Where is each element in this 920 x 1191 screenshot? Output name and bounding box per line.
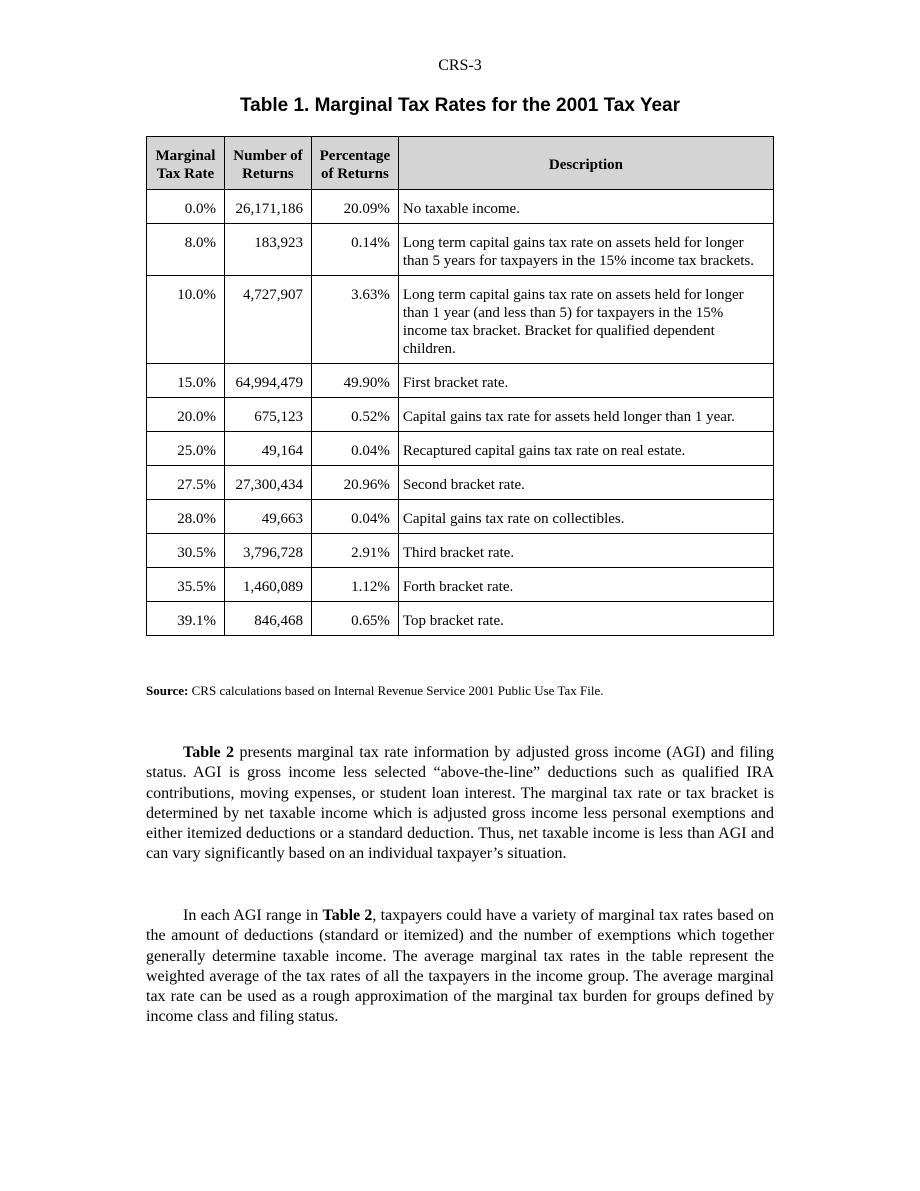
header-number-of-returns — [224, 137, 311, 190]
returns-cell: 3,796,728 — [224, 534, 311, 568]
table-row — [147, 568, 774, 602]
description-cell: First bracket rate. — [398, 364, 773, 398]
header-text: Number of — [233, 148, 303, 164]
returns-cell: 64,994,479 — [224, 364, 311, 398]
returns-cell: 26,171,186 — [224, 190, 311, 224]
rate-cell: 28.0% — [147, 500, 225, 534]
description-cell: Third bracket rate. — [398, 534, 773, 568]
table-row — [147, 534, 774, 568]
returns-cell: 675,123 — [224, 398, 311, 432]
rate-cell: 30.5% — [147, 534, 225, 568]
table-row — [147, 398, 774, 432]
description-cell: Capital gains tax rate on collectibles. — [398, 500, 773, 534]
rate-cell: 0.0% — [147, 190, 225, 224]
rate-cell: 15.0% — [147, 364, 225, 398]
rate-cell: 35.5% — [147, 568, 225, 602]
header-text: Returns — [242, 166, 294, 182]
table-row — [147, 602, 774, 636]
table-row — [147, 190, 774, 224]
table-row — [147, 364, 774, 398]
header-marginal-tax-rate — [147, 137, 225, 190]
description-cell: Top bracket rate. — [398, 602, 773, 636]
percentage-cell: 20.96% — [311, 466, 398, 500]
percentage-cell: 0.04% — [311, 500, 398, 534]
returns-cell: 49,164 — [224, 432, 311, 466]
returns-cell: 1,460,089 — [224, 568, 311, 602]
description-cell: Long term capital gains tax rate on assets held for longer than 1 year (and less than 5) for taxpayers in the 15% income tax bracket. Bracket for qualified dependent children. — [398, 276, 773, 364]
percentage-cell: 0.65% — [311, 602, 398, 636]
table-row — [147, 500, 774, 534]
header-text: Tax Rate — [156, 166, 215, 182]
percentage-cell: 0.04% — [311, 432, 398, 466]
table-row — [147, 466, 774, 500]
description-cell: Capital gains tax rate for assets held longer than 1 year. — [398, 398, 773, 432]
returns-cell: 49,663 — [224, 500, 311, 534]
returns-cell: 4,727,907 — [224, 276, 311, 364]
percentage-cell: 0.52% — [311, 398, 398, 432]
paragraph-text: presents marginal tax rate information by adjusted gross income (AGI) and filing status. AGI is gross income less selected “above-the-line” deductions such as qualified IRA contributions, moving expenses, or student loan interest. The marginal tax rate or tax bracket is determined by net taxable income which is adjusted gross income less personal exemptions and either itemized deductions or a standard deduction. Thus, net taxable income is less than AGI and can vary significantly based on an individual taxpayer’s situation. — [146, 744, 775, 863]
returns-cell: 183,923 — [224, 224, 311, 276]
description-cell: Forth bracket rate. — [398, 568, 773, 602]
paragraph-text: In each AGI range in — [183, 907, 323, 924]
table-2-reference: Table 2 — [322, 907, 373, 924]
rate-cell: 27.5% — [147, 466, 225, 500]
percentage-cell: 3.63% — [311, 276, 398, 364]
paragraph-text: , taxpayers could have a variety of marginal tax rates based on the amount of deductions (standard or itemized) and the number of exemptions which together generally determine taxable income. The average marginal tax rates in the table represent the weighted average of the tax rates of all the taxpayers in the income group. The average marginal tax rate can be used as a rough approximation of the marginal tax burden for groups defined by income class and filing status. — [146, 907, 774, 1026]
table-source-note — [146, 683, 774, 699]
table-header — [147, 137, 774, 190]
returns-cell: 27,300,434 — [224, 466, 311, 500]
table-body — [147, 190, 774, 636]
table-2-reference: Table 2 — [183, 744, 235, 761]
rate-cell: 20.0% — [147, 398, 225, 432]
rate-cell: 39.1% — [147, 602, 225, 636]
header-text: Marginal — [155, 148, 216, 164]
table-row — [147, 276, 774, 364]
percentage-cell: 2.91% — [311, 534, 398, 568]
table-title: Table 1. Marginal Tax Rates for the 2001 Tax Year — [239, 95, 680, 116]
header-row — [147, 137, 774, 190]
percentage-cell: 0.14% — [311, 224, 398, 276]
marginal-tax-rates-table — [146, 136, 774, 636]
rate-cell: 8.0% — [147, 224, 225, 276]
description-cell: No taxable income. — [398, 190, 773, 224]
table-row — [147, 432, 774, 466]
description-cell: Long term capital gains tax rate on assets held for longer than 5 years for taxpayers in the 15% income tax brackets. — [398, 224, 773, 276]
rate-cell: 10.0% — [147, 276, 225, 364]
header-percentage-of-returns — [311, 137, 398, 190]
rate-cell: 25.0% — [147, 432, 225, 466]
returns-cell: 846,468 — [224, 602, 311, 636]
table-row — [147, 224, 774, 276]
body-paragraph-2 — [146, 906, 774, 1028]
source-label: Source: — [146, 683, 189, 698]
body-paragraph-1 — [146, 743, 774, 865]
header-text: Percentage — [319, 148, 391, 164]
description-cell: Recaptured capital gains tax rate on real estate. — [398, 432, 773, 466]
percentage-cell: 20.09% — [311, 190, 398, 224]
header-text: of Returns — [320, 166, 389, 182]
source-text: CRS calculations based on Internal Revenue Service 2001 Public Use Tax File. — [188, 683, 604, 698]
percentage-cell: 1.12% — [311, 568, 398, 602]
header-description: Description — [398, 137, 773, 190]
description-cell: Second bracket rate. — [398, 466, 773, 500]
page-number-header: CRS-3 — [438, 57, 482, 74]
percentage-cell: 49.90% — [311, 364, 398, 398]
